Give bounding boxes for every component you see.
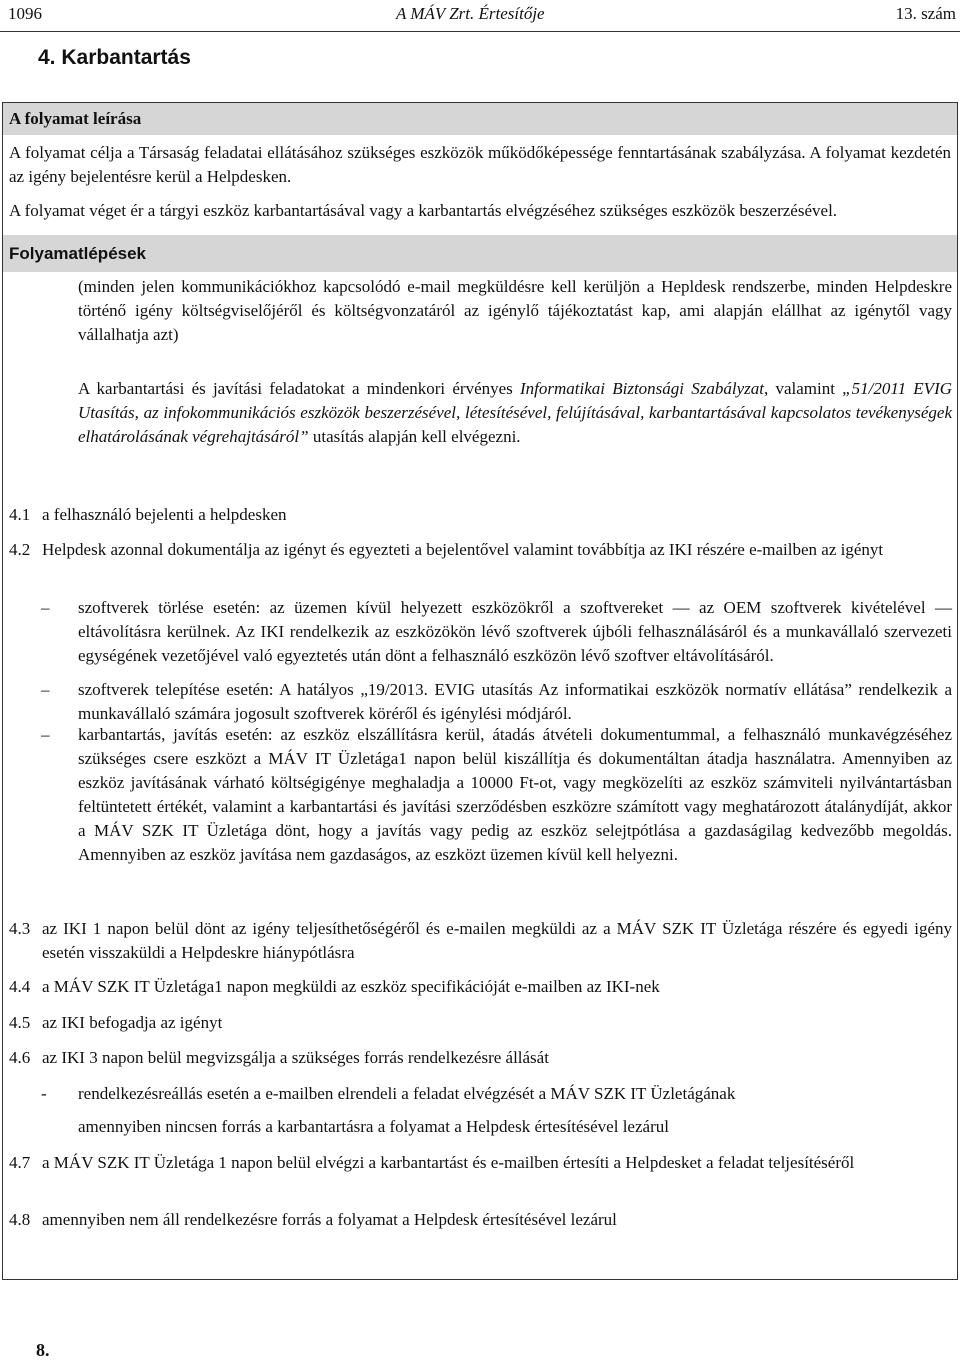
section-title: 4. Karbantartás xyxy=(38,46,191,69)
step-number: 4.1 xyxy=(9,505,31,524)
process-description-heading: A folyamat leírása xyxy=(3,103,957,135)
process-box xyxy=(2,102,958,1280)
bullet-dash: – xyxy=(41,598,50,617)
bullet-dash: – xyxy=(41,725,50,744)
step-4-4: a MÁV SZK IT Üzletága1 napon megküldi az eszköz specifikációját e-mailben az IKI-nek xyxy=(42,977,660,996)
bullet-dash: – xyxy=(41,680,50,699)
bullet-software-removal: szoftverek törlése esetén: az üzemen kívül helyezett eszközökről a szoftvereket — az OEM szoftverek kivételével — eltávolításra kerülnek. Az IKI rendelkezik az eszközökön lévő szoftverek újbóli felhasználásáról és a munkavállaló szervezeti egységének vezetőjével való egyeztetés után dönt a felhasználó eszközön lévő szoftver eltávolításáról. xyxy=(78,598,952,665)
step-number: 4.5 xyxy=(9,1013,31,1032)
step-4-8: amennyiben nem áll rendelkezésre forrás a folyamat a Helpdesk értesítésével lezárul xyxy=(42,1210,617,1229)
step-4-2: Helpdesk azonnal dokumentálja az igényt és egyezteti a bejelentővel valamint továbbítja az IKI részére e-mailben az igényt xyxy=(42,540,884,559)
step-number: 4.7 xyxy=(9,1153,31,1172)
step-number: 4.3 xyxy=(9,919,31,938)
bullet-maintenance-repair: karbantartás, javítás esetén: az eszköz elszállításra kerül, átadás átvételi dokumentummal, a felhasználó munkavégzéséhez szükséges csere eszközt a MÁV IT Üzletága1 napon belül kiszállítja és dokumentáltan átadja használatra. Amennyiben az eszköz javításának várható költségigénye meghaladja a 10000 Ft-ot, vagy megközelíti az eszköz számviteli nyilvántartásban feltüntetett értékét, valamint a karbantartási és javítási szerződésben eszközre számított vagy meghatározott átalánydíját, akkor a MÁV SZK IT Üzletága dönt, hogy a javítás vagy pedig az eszköz selejtpótlása a gazdaságilag kedvezőbb megoldás. Amennyiben az eszköz javítása nem gazdaságos, az eszközt üzemen kívül kell helyezni. xyxy=(78,725,952,864)
bullet-funding-available: rendelkezésreállás esetén a e-mailben elrendeli a feladat elvégzését a MÁV SZK IT Üzletágának xyxy=(78,1084,736,1103)
bullet-software-install: szoftverek telepítése esetén: A hatályos „19/2013. EVIG utasítás Az informatikai eszközök normatív ellátása” rendelkezik a munkavállaló számára jogosult szoftverek köréről és igénylési módjáról. xyxy=(78,680,952,723)
header-divider xyxy=(0,31,960,32)
step-4-3: az IKI 1 napon belül dönt az igény teljesíthetőségéről és e-mailen megküldi az a MÁV SZK IT Üzletága részére és egyedi igény esetén visszaküldi a Helpdeskre hiánypótlásra xyxy=(42,919,952,962)
steps-heading: Folyamatlépések xyxy=(3,235,957,272)
step-number: 4.8 xyxy=(9,1210,31,1229)
step-4-7: a MÁV SZK IT Üzletága 1 napon belül elvégzi a karbantartást és e-mailben értesíti a Helpdesket a feladat teljesítéséről xyxy=(42,1153,855,1172)
regulation-note: A karbantartási és javítási feladatokat a mindenkori érvényes Informatikai Biztonsági Szabályzat, valamint „51/2011 EVIG Utasítás, az infokommunikációs eszközök beszerzésével, létesítésével, felújításával, karbantartásával kapcsolatos tevékenységek elhatárolásának végrehajtásáról” utasítás alapján kell elvégezni. xyxy=(78,379,953,446)
process-purpose: A folyamat célja a Társaság feladatai ellátásához szükséges eszközök működőképessége fenntartásának szabályzása. A folyamat kezdetén az igény bejelentésre kerül a Helpdesken. xyxy=(9,143,951,186)
steps-intro: (minden jelen kommunikációkhoz kapcsolódó e-mail megküldésre kell kerüljön a Hepldesk rendszerbe, minden Helpdeskre történő igény költségviselőjéről és költségvonzatáról az igénylő tájékoztatást kap, ami alapján elállhat az igénytől vagy vállalhatja azt) xyxy=(78,277,952,344)
step-4-1: a felhasználó bejelenti a helpdesken xyxy=(42,505,287,524)
process-end: A folyamat véget ér a tárgyi eszköz karbantartásával vagy a karbantartás elvégzéséhez szükséges eszközök beszerzésével. xyxy=(9,201,838,220)
step-4-5: az IKI befogadja az igényt xyxy=(42,1013,223,1032)
step-number: 4.2 xyxy=(9,540,31,559)
publication-title: A MÁV Zrt. Értesítője xyxy=(396,4,545,23)
issue-number: 13. szám xyxy=(895,4,956,23)
no-funding-note: amennyiben nincsen forrás a karbantartásra a folyamat a Helpdesk értesítésével lezárul xyxy=(78,1117,669,1136)
page-number: 1096 xyxy=(8,4,42,23)
step-4-6: az IKI 3 napon belül megvizsgálja a szükséges forrás rendelkezésre állását xyxy=(42,1048,549,1067)
step-number: 4.4 xyxy=(9,977,31,996)
step-number: 4.6 xyxy=(9,1048,31,1067)
next-section-number: 8. xyxy=(36,1340,50,1360)
bullet-dash: - xyxy=(41,1084,47,1103)
